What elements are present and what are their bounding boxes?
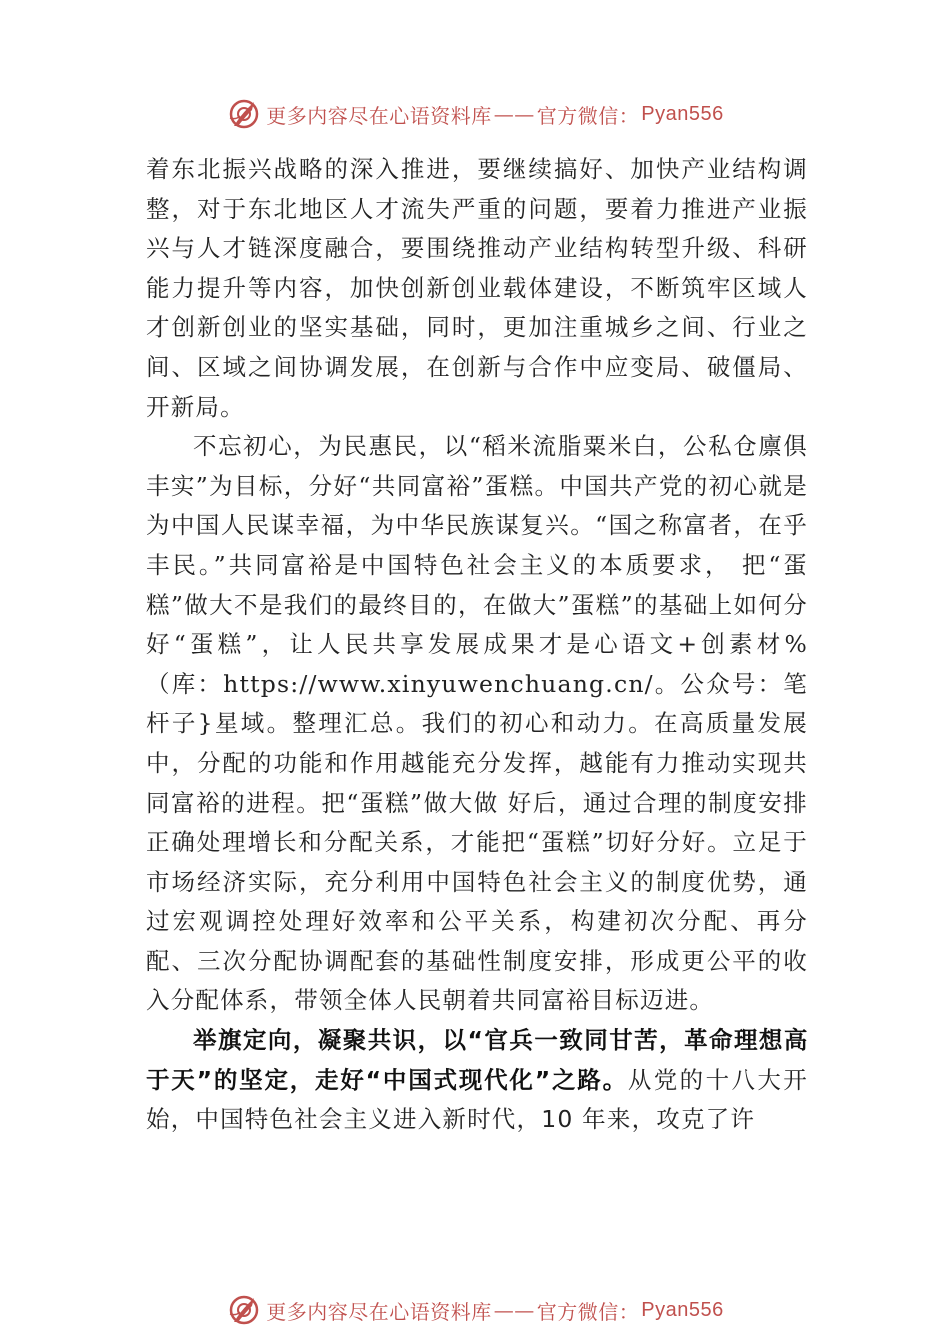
footer-banner (0, 1290, 950, 1330)
paragraph-3-text-a: 从党的十八大开始，中国特色社会主义进入新时代， (146, 1065, 808, 1134)
footer-wechat-label: 官方微信： (536, 1299, 640, 1324)
paragraph-1: 着东北振兴战略的深入推进，要继续搞好、加快产业结构调整，对于东北地区人才流失严重的问题，要着力推进产业振兴与人才链深度融合，要围绕推动产业结构转型升级、科研能力提升等内容，加快创新创业载体建设，不断筑牢区域人才创新创业的坚实基础，同时，更加注重城乡之间、行业之间、区域之间协调发展，在创新与合作中应变局、破僵局、 开新局。 (146, 155, 808, 421)
document-body (146, 150, 808, 1140)
paragraph-3 (146, 1021, 808, 1140)
paragraph-3-number: 10 (541, 1105, 574, 1134)
footer-wechat-id: Pyan556 (641, 1298, 724, 1321)
footer-banner-text: 更多内容尽在心语资料库 (266, 1299, 492, 1324)
xinyu-logo-icon (226, 96, 262, 132)
header-wechat-label: 官方微信： (536, 103, 640, 128)
header-banner (0, 94, 950, 134)
paragraph-3-text-b: 年来，攻克了许 (573, 1105, 756, 1134)
footer-banner-separator: —— (493, 1298, 535, 1322)
paragraph-2: 不忘初心，为民惠民，以“稻米流脂粟米白，公私仓廪俱丰实”为目标，分好“共同富裕”蛋糕。中国共产党的初心就是为中国人民谋幸福，为中华民族谋复兴。“国之称富者，在乎丰民。”共同富裕是中国特色社会主义的本质要求， 把“蛋糕”做大不是我们的最终目的，在做大”蛋糕”的基础上如何分好“蛋糕”，让人民共享发展成果才是心语文+创素材%（库：https://www.xinyuwenchuang.cn/。公众号：笔杆子}星域。整理汇总。我们的初心和动力。在高质量发展中，分配的功能和作用越能充分发挥，越能有力推动实现共同富裕的进程。把“蛋糕”做大做 好后，通过合理的制度安排正确处理增长和分配关系，才能把“蛋糕”切好分好。立足于市场经济实际，充分利用中国特色社会主义的制度优势，通过宏观调控处理好效率和公平关系，构建初次分配、再分配、三次分配协调配套的基础性制度安排，形成更公平的收入分配体系，带领全体人民朝着共同富裕目标迈进。 (146, 432, 808, 1015)
xinyu-logo-icon (226, 1292, 262, 1328)
header-wechat-id: Pyan556 (641, 102, 724, 125)
header-banner-text: 更多内容尽在心语资料库 (266, 103, 492, 128)
paragraph-3-bold-lead: 举旗定向，凝聚共识，以“官兵一致同甘苦，革命理想高于天”的坚定，走好“中国式现代化”之路。 (146, 1026, 808, 1094)
header-banner-separator: —— (493, 102, 535, 126)
